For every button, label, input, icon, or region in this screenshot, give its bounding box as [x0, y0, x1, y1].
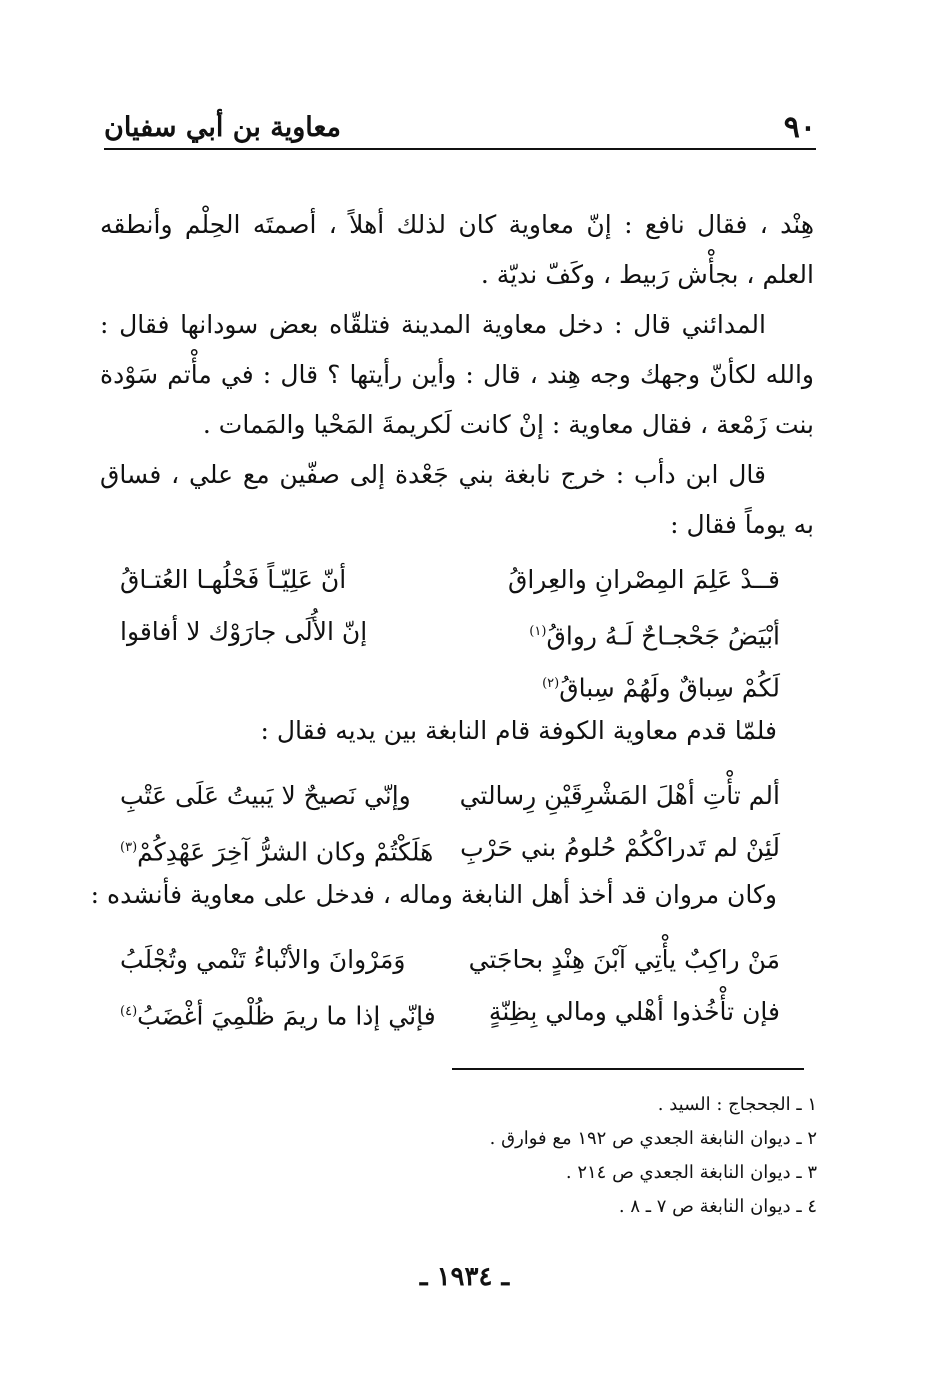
poem-3: [120, 934, 780, 1038]
footnote-marker: (٤): [120, 1004, 138, 1019]
footnote-marker: (٢): [542, 676, 560, 691]
verse-line: [120, 770, 780, 822]
page-number: ٩٠: [783, 110, 816, 145]
paragraph-2: المدائني قال : دخل معاوية المدينة فتلقّاه بعض سودانها فقال : والله لكأنّ وجهك وجه هِند ، قال : وأين رأيتها ؟ قال : في مأْتم سَوْدة بنت زَمْعة ، فقال معاوية : إنْ كانت لَكريمةَ المَحْيا والمَمات .: [100, 310, 814, 439]
verse-hemistich-first: فإن تأْخُذوا أهْلي ومالي بِظِنّةٍ: [488, 997, 780, 1026]
footnote-separator: [452, 1068, 804, 1070]
folio-number: ـ ١٩٣٤ ـ: [419, 1262, 510, 1292]
footnote-1: ١ ـ الجحجاج : السيد .: [657, 1094, 817, 1115]
poem-2: [120, 770, 780, 874]
verse-line: [120, 934, 780, 986]
footnote-4: ٤ ـ ديوان النابغة ص ٧ ـ ٨ .: [618, 1196, 817, 1217]
verse-hemistich-first: [529, 606, 780, 662]
running-title: معاوية بن أبي سفيان: [104, 112, 342, 143]
verse-hemistich-second: [120, 986, 436, 1042]
verse-hemistich-second: وإنّي نَصيحٌ لا يَبيتُ عَلَى عَتْبِ: [120, 781, 411, 810]
footnote-marker: (٣): [120, 840, 138, 855]
verse-hemistich-second: أنّ عَلِيّـاً فَحْلُهـا العُتـاقُ: [120, 565, 347, 594]
poem-2-intro: فلمّا قدم معاوية الكوفة قام النابغة بين يديه فقال :: [260, 716, 777, 745]
poem-1: [120, 554, 780, 710]
poem-3-intro: وكان مروان قد أخذ أهل النابغة وماله ، فدخل على معاوية فأنشده :: [90, 880, 777, 909]
verse-line: [120, 822, 780, 874]
verse-hemistich-first: قــدْ عَلِمَ المِصْرانِ والعِراقُ: [507, 565, 780, 594]
footnote-marker: (١): [529, 624, 547, 639]
verse-hemistich-first: لَئِنْ لم تَدراكْكُمْ حُلومُ بني حَرْبِ: [460, 833, 780, 862]
verse-text: هَلَكْتُمْ وكان الشرُّ آخِرَ عَهْدِكُمْ: [137, 837, 434, 867]
body-paragraphs: [100, 200, 814, 550]
verse-text: فإنّي إذا ما ريمَ ظُلْمِيَ أغْضَبُ: [137, 1001, 436, 1031]
paragraph-1: هِنْد ، فقال نافع : إنّ معاوية كان لذلك أهلاً ، أصمتَه الحِلْم وأنطقه العلم ، بجأْش رَبيط ، وكَفّ نديّة .: [100, 210, 814, 289]
verse-line: [120, 554, 780, 606]
verse-hemistich-second: وَمَرْوانَ والأنْباءُ تَنْمي وتُجْلَبُ: [120, 945, 406, 974]
verse-hemistich-second: [120, 822, 433, 878]
verse-text: أبْيَضُ جَحْجـاحٌ لَـهُ رواقُ: [546, 621, 780, 651]
paragraph-3: قال ابن دأب : خرج نابغة بني جَعْدة إلى صفّين مع علي ، فساق به يوماً فقال :: [100, 460, 814, 539]
footnote-2: ٢ ـ ديوان النابغة الجعدي ص ١٩٢ مع فوارق .: [489, 1128, 817, 1149]
page-header: [104, 108, 816, 150]
verse-line: [120, 986, 780, 1038]
verse-hemistich-first: مَنْ راكِبٌ يأْتِي آبْنَ هِنْدٍ بحاجَتي: [468, 945, 780, 974]
verse-line: [120, 658, 780, 710]
verse-text: لَكُمْ سِباقٌ ولَهُمْ سِباقُ: [559, 673, 780, 703]
footnotes: [397, 1088, 817, 1224]
verse-hemistich-first: [542, 658, 780, 714]
verse-hemistich-first: ألم تأْتِ أهْلَ المَشْرِقَيْنِ رِسالتي: [459, 781, 780, 810]
verse-line: [120, 606, 780, 658]
footnote-3: ٣ ـ ديوان النابغة الجعدي ص ٢١٤ .: [565, 1162, 817, 1183]
verse-hemistich-second: إنّ الأُلَى جارَوْك لا أفاقوا: [120, 617, 368, 646]
